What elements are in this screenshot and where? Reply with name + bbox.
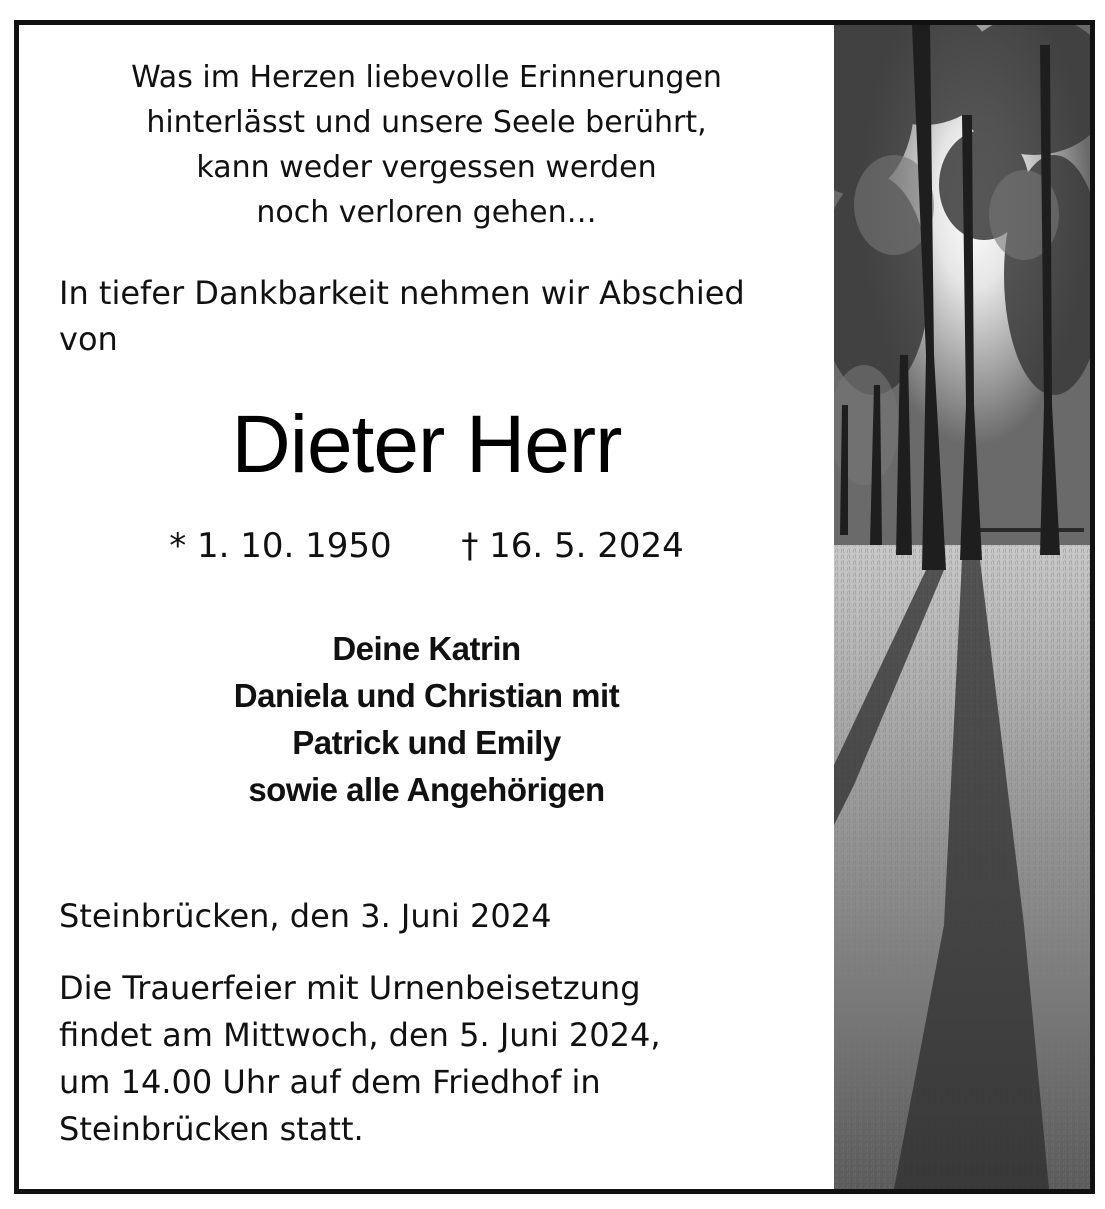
poem [19, 55, 834, 235]
ceremony-line: um 14.00 Uhr auf dem Friedhof in [59, 1063, 601, 1101]
poem-line: hinterlässt und unsere Seele berührt, [146, 105, 707, 140]
death-symbol: † [461, 526, 479, 566]
mourners-list [19, 625, 834, 813]
mourner-line: Daniela und Christian mit [233, 677, 620, 714]
ceremony-notice [59, 965, 819, 1153]
obituary-frame [14, 20, 1095, 1194]
birth-symbol: * [169, 526, 187, 566]
deceased-name: Dieter Herr [231, 399, 622, 490]
poem-line: kann weder vergessen werden [196, 150, 657, 185]
ceremony-line: Die Trauerfeier mit Urnenbeisetzung [59, 969, 641, 1007]
intro-line: In tiefer Dankbarkeit nehmen wir Abschied [59, 274, 745, 312]
birth-date: 1. 10. 1950 [197, 526, 392, 566]
park-trees-photo [834, 25, 1090, 1189]
poem-line: noch verloren gehen… [256, 195, 597, 230]
mourner-line: Patrick und Emily [292, 724, 561, 761]
death-date: 16. 5. 2024 [489, 526, 684, 566]
life-dates [19, 523, 834, 569]
intro-text [59, 270, 819, 362]
poem-line: Was im Herzen liebevolle Erinnerungen [131, 60, 722, 95]
mourner-line: Deine Katrin [332, 630, 521, 667]
park-trees-illustration [834, 25, 1090, 1189]
place-and-date: Steinbrücken, den 3. Juni 2024 [59, 897, 552, 935]
ceremony-line: findet am Mittwoch, den 5. Juni 2024, [59, 1016, 661, 1054]
text-column [19, 25, 834, 1189]
intro-line: von [59, 320, 118, 358]
ceremony-line: Steinbrücken statt. [59, 1110, 364, 1148]
mourner-line: sowie alle Angehörigen [248, 771, 605, 808]
